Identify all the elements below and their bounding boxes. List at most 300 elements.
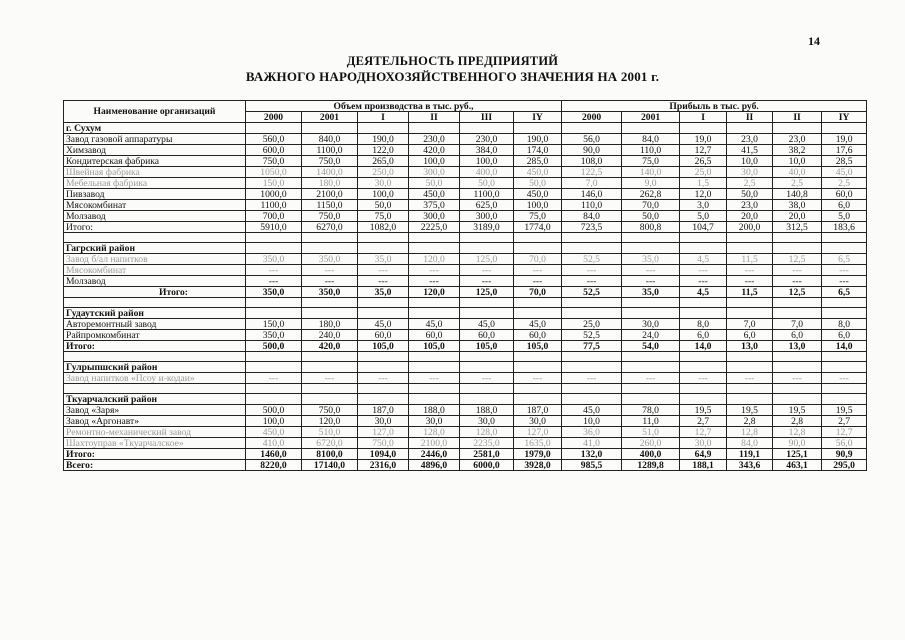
value-cell: 100,0 — [246, 416, 302, 427]
organization-name: Райпромкомбинат — [64, 330, 246, 341]
value-cell: --- — [460, 373, 514, 384]
document-subtitle: ВАЖНОГО НАРОДНОХОЗЯЙСТВЕННОГО ЗНАЧЕНИЯ НА 2001 г. — [245, 69, 660, 84]
value-cell: 105,0 — [409, 341, 460, 352]
subheader-cell: 2001 — [302, 112, 358, 123]
section-title: Гулрыпшский район — [64, 362, 246, 373]
value-cell: --- — [822, 276, 867, 287]
section-title: Ткуарчалский район — [64, 394, 246, 405]
value-cell: 41,5 — [727, 145, 773, 156]
value-cell: 260,0 — [622, 438, 680, 449]
table-body — [64, 123, 867, 471]
value-cell: 13,0 — [727, 341, 773, 352]
empty-cell — [409, 243, 460, 254]
empty-cell — [680, 308, 727, 319]
value-cell: 11,5 — [727, 287, 773, 298]
value-cell: 110,0 — [622, 145, 680, 156]
value-cell: --- — [409, 265, 460, 276]
value-cell: 230,0 — [409, 134, 460, 145]
organization-name: Шахтоуправ «Ткуарчалское» — [64, 438, 246, 449]
organization-name: Завод газовой аппаратуры — [64, 134, 246, 145]
empty-cell — [822, 384, 867, 394]
value-cell: 985,5 — [562, 460, 622, 471]
value-cell: 1400,0 — [302, 167, 358, 178]
table-row — [64, 405, 867, 416]
value-cell: 190,0 — [514, 134, 562, 145]
value-cell: --- — [358, 373, 409, 384]
organization-name: Мясокомбинат — [64, 265, 246, 276]
value-cell: 90,0 — [562, 145, 622, 156]
subheader-cell: 2000 — [246, 112, 302, 123]
empty-cell — [358, 384, 409, 394]
section-title: г. Сухум — [64, 123, 246, 134]
value-cell: 8,0 — [680, 319, 727, 330]
empty-cell — [358, 243, 409, 254]
value-cell: 4,5 — [680, 254, 727, 265]
value-cell: 2581,0 — [460, 449, 514, 460]
value-cell: 45,0 — [562, 405, 622, 416]
value-cell: 1050,0 — [246, 167, 302, 178]
empty-cell — [302, 233, 358, 243]
empty-cell — [514, 362, 562, 373]
empty-cell — [409, 352, 460, 362]
empty-cell — [460, 233, 514, 243]
value-cell: 300,0 — [409, 167, 460, 178]
value-cell: 2235,0 — [460, 438, 514, 449]
value-cell: 1774,0 — [514, 222, 562, 233]
table-row — [64, 254, 867, 265]
value-cell: 1979,0 — [514, 449, 562, 460]
table-row — [64, 373, 867, 384]
spacer-row — [64, 384, 867, 394]
value-cell: 17140,0 — [302, 460, 358, 471]
empty-cell — [64, 298, 246, 308]
empty-cell — [246, 243, 302, 254]
value-cell: 1635,0 — [514, 438, 562, 449]
subheader-cell: IY — [822, 112, 867, 123]
value-cell: 2225,0 — [409, 222, 460, 233]
value-cell: 105,0 — [460, 341, 514, 352]
value-cell: 38,0 — [773, 200, 822, 211]
value-cell: 127,0 — [358, 427, 409, 438]
empty-cell — [562, 298, 622, 308]
empty-cell — [727, 352, 773, 362]
subheader-cell: 2000 — [562, 112, 622, 123]
value-cell: 78,0 — [622, 405, 680, 416]
value-cell: 36,0 — [562, 427, 622, 438]
value-cell: 45,0 — [409, 319, 460, 330]
empty-cell — [773, 362, 822, 373]
table-row — [64, 287, 867, 298]
value-cell: 187,0 — [358, 405, 409, 416]
value-cell: 45,0 — [460, 319, 514, 330]
empty-cell — [773, 233, 822, 243]
table-row — [64, 189, 867, 200]
value-cell: --- — [727, 276, 773, 287]
value-cell: --- — [302, 276, 358, 287]
organization-name: Завод б/ал напитков — [64, 254, 246, 265]
section-title: Гудаутский район — [64, 308, 246, 319]
value-cell: 125,1 — [773, 449, 822, 460]
empty-cell — [727, 298, 773, 308]
table-row — [64, 276, 867, 287]
value-cell: 19,5 — [727, 405, 773, 416]
empty-cell — [460, 243, 514, 254]
value-cell: 19,5 — [773, 405, 822, 416]
empty-cell — [358, 123, 409, 134]
value-cell: 125,0 — [460, 254, 514, 265]
value-cell: 3,0 — [680, 200, 727, 211]
value-cell: 723,5 — [562, 222, 622, 233]
section-header-row — [64, 243, 867, 254]
value-cell: 56,0 — [562, 134, 622, 145]
empty-cell — [514, 394, 562, 405]
value-cell: 1100,0 — [302, 145, 358, 156]
organization-name: Швейная фабрика — [64, 167, 246, 178]
value-cell: 10,0 — [773, 156, 822, 167]
empty-cell — [460, 298, 514, 308]
value-cell: 119,1 — [727, 449, 773, 460]
empty-cell — [514, 352, 562, 362]
value-cell: --- — [622, 265, 680, 276]
value-cell: --- — [822, 373, 867, 384]
value-cell: 90,0 — [773, 438, 822, 449]
value-cell: 450,0 — [409, 189, 460, 200]
empty-cell — [622, 394, 680, 405]
value-cell: 750,0 — [302, 156, 358, 167]
empty-cell — [514, 298, 562, 308]
page-number: 14 — [808, 34, 820, 48]
value-cell: --- — [562, 373, 622, 384]
value-cell: --- — [460, 276, 514, 287]
value-cell: 70,0 — [514, 287, 562, 298]
value-cell: 100,0 — [358, 189, 409, 200]
value-cell: 50,0 — [409, 178, 460, 189]
empty-cell — [680, 394, 727, 405]
value-cell: 77,5 — [562, 341, 622, 352]
empty-cell — [358, 362, 409, 373]
empty-cell — [302, 352, 358, 362]
section-header-row — [64, 394, 867, 405]
empty-cell — [562, 352, 622, 362]
value-cell: 12,0 — [680, 189, 727, 200]
value-cell: 285,0 — [514, 156, 562, 167]
value-cell: 132,0 — [562, 449, 622, 460]
value-cell: 140,0 — [622, 167, 680, 178]
value-cell: 75,0 — [514, 211, 562, 222]
empty-cell — [246, 298, 302, 308]
value-cell: 50,0 — [514, 178, 562, 189]
value-cell: 450,0 — [514, 189, 562, 200]
value-cell: 105,0 — [358, 341, 409, 352]
value-cell: 30,0 — [727, 167, 773, 178]
value-cell: 60,0 — [358, 330, 409, 341]
empty-cell — [64, 352, 246, 362]
value-cell: 350,0 — [302, 287, 358, 298]
value-cell: --- — [302, 265, 358, 276]
value-cell: --- — [358, 265, 409, 276]
empty-cell — [514, 384, 562, 394]
value-cell: 1082,0 — [358, 222, 409, 233]
value-cell: 2,8 — [773, 416, 822, 427]
value-cell: 500,0 — [246, 405, 302, 416]
value-cell: 25,0 — [680, 167, 727, 178]
value-cell: 625,0 — [460, 200, 514, 211]
table-row — [64, 265, 867, 276]
empty-cell — [822, 394, 867, 405]
value-cell: --- — [562, 265, 622, 276]
value-cell: 70,0 — [622, 200, 680, 211]
value-cell: 40,0 — [773, 167, 822, 178]
value-cell: 420,0 — [409, 145, 460, 156]
empty-cell — [773, 308, 822, 319]
value-cell: 9,0 — [622, 178, 680, 189]
value-cell: --- — [680, 276, 727, 287]
value-cell: --- — [514, 276, 562, 287]
empty-cell — [562, 123, 622, 134]
empty-cell — [246, 384, 302, 394]
value-cell: 35,0 — [358, 254, 409, 265]
empty-cell — [514, 308, 562, 319]
value-cell: --- — [409, 373, 460, 384]
value-cell: 750,0 — [246, 156, 302, 167]
value-cell: 30,0 — [680, 438, 727, 449]
value-cell: 188,1 — [680, 460, 727, 471]
value-cell: 188,0 — [409, 405, 460, 416]
value-cell: 30,0 — [460, 416, 514, 427]
value-cell: 84,0 — [622, 134, 680, 145]
empty-cell — [246, 394, 302, 405]
value-cell: 12,8 — [773, 427, 822, 438]
empty-cell — [409, 123, 460, 134]
value-cell: 183,6 — [822, 222, 867, 233]
value-cell: --- — [822, 265, 867, 276]
empty-cell — [822, 123, 867, 134]
value-cell: 30,0 — [409, 416, 460, 427]
value-cell: --- — [680, 265, 727, 276]
empty-cell — [773, 298, 822, 308]
value-cell: 120,0 — [409, 287, 460, 298]
empty-cell — [727, 394, 773, 405]
empty-cell — [562, 394, 622, 405]
value-cell: 2,8 — [727, 416, 773, 427]
header-profit: Прибыль в тыс. руб. — [562, 101, 867, 112]
value-cell: 2,5 — [727, 178, 773, 189]
value-cell: 45,0 — [822, 167, 867, 178]
value-cell: 45,0 — [358, 319, 409, 330]
table-row — [64, 222, 867, 233]
enterprise-activity-table — [63, 100, 867, 471]
value-cell: 6,5 — [822, 254, 867, 265]
value-cell: 8,0 — [822, 319, 867, 330]
empty-cell — [409, 394, 460, 405]
empty-cell — [409, 298, 460, 308]
value-cell: 230,0 — [460, 134, 514, 145]
empty-cell — [460, 123, 514, 134]
value-cell: 20,0 — [773, 211, 822, 222]
empty-cell — [302, 308, 358, 319]
empty-cell — [302, 123, 358, 134]
table-row — [64, 319, 867, 330]
value-cell: 2,7 — [822, 416, 867, 427]
empty-cell — [680, 362, 727, 373]
value-cell: 560,0 — [246, 134, 302, 145]
empty-cell — [302, 298, 358, 308]
value-cell: 350,0 — [302, 254, 358, 265]
value-cell: 6,0 — [822, 200, 867, 211]
organization-name: Всего: — [64, 460, 246, 471]
value-cell: 17,6 — [822, 145, 867, 156]
value-cell: 6,0 — [822, 330, 867, 341]
value-cell: 4,5 — [680, 287, 727, 298]
table-row — [64, 200, 867, 211]
empty-cell — [822, 243, 867, 254]
value-cell: 5,0 — [822, 211, 867, 222]
value-cell: 90,9 — [822, 449, 867, 460]
value-cell: 19,5 — [680, 405, 727, 416]
empty-cell — [562, 384, 622, 394]
table-row — [64, 427, 867, 438]
header-production-volume: Объем производства в тыс. руб., — [246, 101, 562, 112]
value-cell: 1460,0 — [246, 449, 302, 460]
table-row — [64, 211, 867, 222]
value-cell: 800,8 — [622, 222, 680, 233]
section-header-row — [64, 123, 867, 134]
value-cell: 2,5 — [773, 178, 822, 189]
value-cell: 300,0 — [409, 211, 460, 222]
value-cell: 300,0 — [460, 211, 514, 222]
value-cell: 64,9 — [680, 449, 727, 460]
document-title: ДЕЯТЕЛЬНОСТЬ ПРЕДПРИЯТИЙ — [346, 54, 559, 68]
value-cell: --- — [460, 265, 514, 276]
value-cell: 1100,0 — [246, 200, 302, 211]
value-cell: 35,0 — [358, 287, 409, 298]
value-cell: 2446,0 — [409, 449, 460, 460]
organization-name: Итого: — [64, 449, 246, 460]
value-cell: --- — [246, 373, 302, 384]
value-cell: 1000,0 — [246, 189, 302, 200]
value-cell: 100,0 — [409, 156, 460, 167]
value-cell: --- — [727, 265, 773, 276]
empty-cell — [562, 362, 622, 373]
value-cell: 60,0 — [460, 330, 514, 341]
table-row — [64, 330, 867, 341]
value-cell: 4896,0 — [409, 460, 460, 471]
value-cell: 1289,8 — [622, 460, 680, 471]
organization-name: Химзавод — [64, 145, 246, 156]
organization-name: Кондитерская фабрика — [64, 156, 246, 167]
subheader-cell: II — [727, 112, 773, 123]
empty-cell — [460, 352, 514, 362]
value-cell: 400,0 — [622, 449, 680, 460]
value-cell: 1150,0 — [302, 200, 358, 211]
value-cell: 60,0 — [514, 330, 562, 341]
value-cell: 84,0 — [562, 211, 622, 222]
organization-name: Пивзавод — [64, 189, 246, 200]
organization-name: Мясокомбинат — [64, 200, 246, 211]
empty-cell — [409, 308, 460, 319]
value-cell: 122,5 — [562, 167, 622, 178]
value-cell: 840,0 — [302, 134, 358, 145]
value-cell: 6,0 — [727, 330, 773, 341]
value-cell: 384,0 — [460, 145, 514, 156]
value-cell: --- — [246, 265, 302, 276]
value-cell: 410,0 — [246, 438, 302, 449]
value-cell: 50,0 — [622, 211, 680, 222]
empty-cell — [562, 233, 622, 243]
table-row — [64, 167, 867, 178]
value-cell: --- — [514, 265, 562, 276]
value-cell: 600,0 — [246, 145, 302, 156]
value-cell: 700,0 — [246, 211, 302, 222]
value-cell: 19,0 — [822, 134, 867, 145]
value-cell: 146,0 — [562, 189, 622, 200]
value-cell: 122,0 — [358, 145, 409, 156]
empty-cell — [822, 308, 867, 319]
empty-cell — [622, 352, 680, 362]
value-cell: 350,0 — [246, 287, 302, 298]
empty-cell — [727, 362, 773, 373]
value-cell: --- — [727, 373, 773, 384]
value-cell: 200,0 — [727, 222, 773, 233]
value-cell: 140,8 — [773, 189, 822, 200]
value-cell: 6270,0 — [302, 222, 358, 233]
value-cell: 265,0 — [358, 156, 409, 167]
organization-name: Итого: — [64, 341, 246, 352]
value-cell: 56,0 — [822, 438, 867, 449]
value-cell: 750,0 — [358, 438, 409, 449]
value-cell: 35,0 — [622, 254, 680, 265]
value-cell: 750,0 — [302, 405, 358, 416]
value-cell: 2100,0 — [302, 189, 358, 200]
value-cell: 51,0 — [622, 427, 680, 438]
value-cell: 26,5 — [680, 156, 727, 167]
value-cell: --- — [514, 373, 562, 384]
subheader-cell: II — [773, 112, 822, 123]
table-row — [64, 145, 867, 156]
organization-name: Итого: — [64, 222, 246, 233]
table-row — [64, 134, 867, 145]
empty-cell — [460, 384, 514, 394]
value-cell: 70,0 — [514, 254, 562, 265]
empty-cell — [622, 384, 680, 394]
empty-cell — [622, 243, 680, 254]
value-cell: --- — [562, 276, 622, 287]
value-cell: 19,5 — [822, 405, 867, 416]
value-cell: 104,7 — [680, 222, 727, 233]
value-cell: 12,8 — [727, 427, 773, 438]
header-organization-name: Наименование организаций — [64, 101, 246, 123]
value-cell: 20,0 — [727, 211, 773, 222]
empty-cell — [460, 308, 514, 319]
value-cell: 6,0 — [773, 330, 822, 341]
empty-cell — [773, 384, 822, 394]
value-cell: 30,0 — [358, 416, 409, 427]
value-cell: 6720,0 — [302, 438, 358, 449]
value-cell: 52,5 — [562, 330, 622, 341]
table-row — [64, 449, 867, 460]
empty-cell — [680, 233, 727, 243]
value-cell: 190,0 — [358, 134, 409, 145]
value-cell: 23,0 — [727, 200, 773, 211]
value-cell: 108,0 — [562, 156, 622, 167]
value-cell: 3189,0 — [460, 222, 514, 233]
empty-cell — [358, 308, 409, 319]
value-cell: 312,5 — [773, 222, 822, 233]
empty-cell — [64, 233, 246, 243]
value-cell: 12,5 — [773, 254, 822, 265]
empty-cell — [302, 243, 358, 254]
organization-name: Завод «Заря» — [64, 405, 246, 416]
